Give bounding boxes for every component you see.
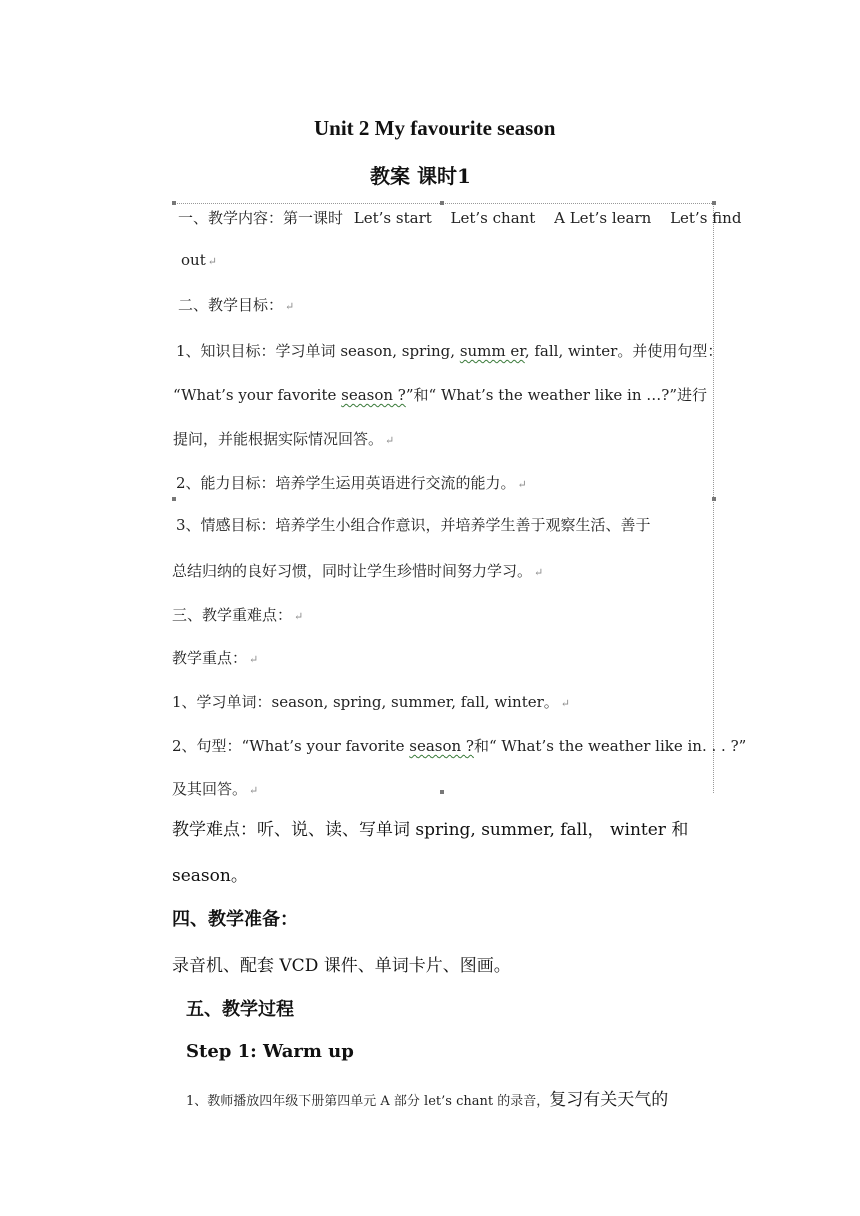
process-heading: 五、教学过程: [186, 999, 294, 1020]
teaching-content-cont: [181, 251, 217, 269]
key-pattern-text-end: 和“ What’s the weather like in. . . ?”: [473, 737, 747, 755]
sentence-pattern-line: [173, 384, 707, 405]
paragraph-mark-icon: ↵: [534, 566, 544, 579]
answer-text: 提问，并能根据实际情况回答。: [173, 430, 384, 448]
key-point-words: [172, 691, 570, 712]
ability-goal: [176, 472, 527, 493]
pattern-text: “What’s your favorite: [173, 386, 342, 404]
frame-handle[interactable]: [712, 201, 716, 205]
season-word: season ?: [341, 386, 406, 404]
activity-lets-find: Let’s find: [670, 209, 742, 227]
key-pattern-text: 2、句型：“What’s your favorite: [172, 737, 410, 755]
emotion-goal-text-cont: 总结归纳的良好习惯，同时让学生珍惜时间努力学习。: [172, 562, 533, 580]
frame-handle[interactable]: [172, 497, 176, 501]
text-out: out: [181, 251, 206, 269]
paragraph-mark-icon: ↵: [285, 300, 295, 313]
emotion-goal-text: 3、情感目标：培养学生小组合作意识，并培养学生善于观察生活、善于: [176, 516, 651, 534]
step-1-item-text: 1、教师播放四年级下册第四单元 A 部分 let’s chant 的录音，: [186, 1094, 550, 1109]
ability-goal-text: 2、能力目标：培养学生运用英语进行交流的能力。: [176, 474, 516, 492]
key-point-answer-text: 及其回答。: [172, 780, 248, 798]
key-point-words-text: 1、学习单词：season, spring, summer, fall, winter。: [172, 693, 559, 711]
emotion-goal: [176, 514, 651, 535]
teaching-content-line: [178, 207, 741, 228]
pattern-text-end: ”和“ What’s the weather like in …?”进行: [405, 386, 707, 404]
preparation-text: 录音机、配套 VCD 课件、单词卡片、图画。: [172, 956, 511, 976]
knowledge-goal-text: 1、知识目标：学习单词 season, spring,: [176, 342, 460, 360]
paragraph-mark-icon: ↵: [294, 610, 304, 623]
preparation-heading: 四、教学准备：: [172, 909, 298, 930]
activity-lets-chant: Let’s chant: [450, 209, 536, 227]
key-point-label: [172, 647, 258, 668]
paragraph-mark-icon: ↵: [560, 697, 571, 710]
answer-line: [173, 428, 394, 449]
goals-heading-text: 二、教学目标：: [178, 296, 284, 314]
document-title: Unit 2 My favourite season: [314, 116, 556, 140]
paragraph-mark-icon: ↵: [249, 784, 259, 797]
frame-handle[interactable]: [440, 201, 444, 205]
paragraph-mark-icon: ↵: [517, 478, 527, 491]
key-points-heading-text: 三、教学重难点：: [172, 606, 293, 624]
activity-lets-learn: A Let’s learn: [554, 209, 652, 227]
difficulty-line-cont: season。: [172, 866, 248, 886]
knowledge-goal: [176, 340, 722, 361]
paragraph-mark-icon: ↵: [207, 255, 217, 268]
key-point-label-text: 教学重点：: [172, 649, 248, 667]
difficulty-line: 教学难点：听、说、读、写单词 spring, summer, fall， winter 和: [172, 820, 689, 840]
teaching-content-label: 一、教学内容：第一课时: [178, 209, 344, 227]
activity-lets-start: Let’s start: [353, 209, 432, 227]
knowledge-goal-text-end: , fall, winter。并使用句型：: [524, 342, 723, 360]
frame-handle[interactable]: [712, 497, 716, 501]
key-points-heading: [172, 604, 303, 625]
key-point-answer: [172, 778, 258, 799]
step-1-item-text-end: 复习有关天气的: [549, 1090, 669, 1110]
frame-handle[interactable]: [440, 790, 444, 794]
lesson-subtitle: 教案 课时1: [370, 164, 471, 188]
frame-handle[interactable]: [172, 201, 176, 205]
key-point-pattern: [172, 735, 746, 756]
season-word-2: season ?: [409, 737, 474, 755]
step-1-heading: Step 1: Warm up: [186, 1041, 354, 1062]
summer-word: summ er: [459, 342, 525, 360]
step-1-first-item: [186, 1085, 668, 1110]
paragraph-mark-icon: ↵: [249, 653, 259, 666]
section-goals-heading: [178, 294, 294, 315]
emotion-goal-cont: [172, 560, 543, 581]
paragraph-mark-icon: ↵: [385, 434, 395, 447]
